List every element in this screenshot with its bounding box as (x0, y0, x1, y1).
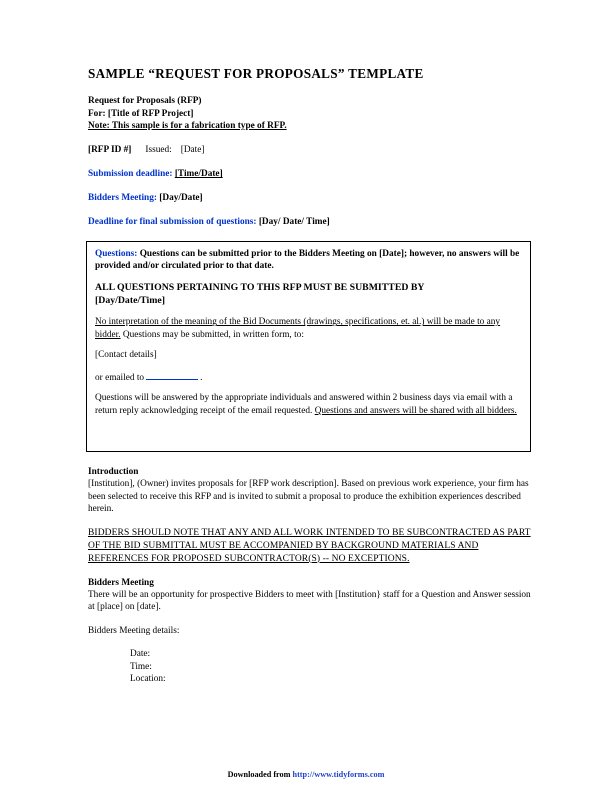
document-header-block (88, 66, 534, 227)
submission-deadline-label: Submission deadline: (88, 168, 173, 179)
rfp-id-line (88, 145, 534, 155)
introduction-body: [Institution], (Owner) invites proposals for [RFP work description]. Based on previous work experience, your firm has been selected to receive this RFP and is invited to submit a proposal to produce the exhibition experiences described herein. (88, 479, 529, 515)
questions-deadline-line (88, 217, 534, 227)
page-title: SAMPLE “REQUEST FOR PROPOSALS” TEMPLATE (88, 66, 424, 81)
bidders-meeting-value: [Day/Date] (159, 192, 203, 203)
email-blank-field[interactable] (146, 370, 198, 380)
document-body-lower (88, 466, 538, 686)
questions-lead-label: Questions: (95, 249, 138, 259)
footer-prefix: Downloaded from (227, 770, 293, 779)
answered-underlined-text: Questions and answers will be shared with all bidders. (314, 405, 517, 416)
submission-deadline-value: [Time/Date] (174, 168, 223, 179)
bidders-meeting-date-line (88, 193, 534, 203)
emailed-to-suffix: . (200, 372, 203, 383)
questions-callout-box (86, 241, 531, 452)
questions-deadline-value: [Day/ Date/ Time] (258, 216, 330, 227)
questions-deadline-label: Deadline for final submission of questions: (88, 216, 257, 227)
emailed-to-prefix: or emailed to (95, 372, 145, 383)
answered-text: Questions will be answered by the appropriate individuals and answered within 2 business days via email with a return reply acknowledging receipt of the email requested. (95, 393, 513, 416)
rfp-id-label: [RFP ID #] (88, 144, 132, 155)
bidders-meeting-heading: Bidders Meeting (88, 577, 154, 588)
bidders-meeting-field-time: Time: (130, 661, 152, 672)
project-title-line: For: [Title of RFP Project] (88, 108, 194, 119)
contact-details-line: [Contact details] (95, 350, 157, 361)
submission-deadline-line (88, 169, 534, 179)
bidders-meeting-label: Bidders Meeting: (88, 192, 157, 203)
footer-download-link[interactable]: http://www.tidyforms.com (292, 770, 385, 779)
request-for-proposals-line: Request for Proposals (RFP) (88, 96, 202, 107)
page-footer (0, 770, 612, 779)
all-questions-notice-line2: [Day/Date/Time] (95, 294, 166, 306)
answered-paragraph (95, 392, 522, 417)
emailed-to-line (95, 370, 522, 384)
questions-lead-text: Questions can be submitted prior to the Bidders Meeting on [Date]; however, no answers will be provided and/or circulated prior to that date. (95, 249, 520, 272)
bidders-meeting-details-label: Bidders Meeting details: (88, 625, 180, 636)
no-interpretation-rest-text: Questions may be submitted, in written form, to: (122, 329, 304, 340)
bidders-meeting-field-location: Location: (130, 674, 166, 685)
all-questions-notice-line1: ALL QUESTIONS PERTAINING TO THIS RFP MUST BE SUBMITTED BY (95, 281, 425, 293)
issued-value: [Date] (180, 144, 205, 155)
introduction-heading: Introduction (88, 467, 139, 477)
issued-label: Issued: (145, 144, 172, 155)
no-interpretation-paragraph (95, 316, 522, 341)
identification-block (88, 95, 534, 133)
questions-lead-paragraph (95, 248, 522, 273)
bidders-meeting-field-date: Date: (130, 649, 151, 660)
no-interpretation-underlined-text: No interpretation of the meaning of the Bid Documents (drawings, specifications, et. al.) will be made to any bidder. (95, 317, 501, 340)
subcontractor-notice: BIDDERS SHOULD NOTE THAT ANY AND ALL WORK INTENDED TO BE SUBCONTRACTED AS PART OF THE BID SUBMITTAL MUST BE ACCOMPANIED BY BACKGROUND MATERIALS AND REFERENCES FOR PROPOSED SUBCONTRACTOR(S) -- NO EXCEPTIONS. (88, 527, 531, 564)
bidders-meeting-body: There will be an opportunity for prospective Bidders to meet with [Institution} staff for a Question and Answer session at [place] on [date]. (88, 589, 531, 613)
sample-note-line: Note: This sample is for a fabrication type of RFP. (88, 121, 287, 132)
